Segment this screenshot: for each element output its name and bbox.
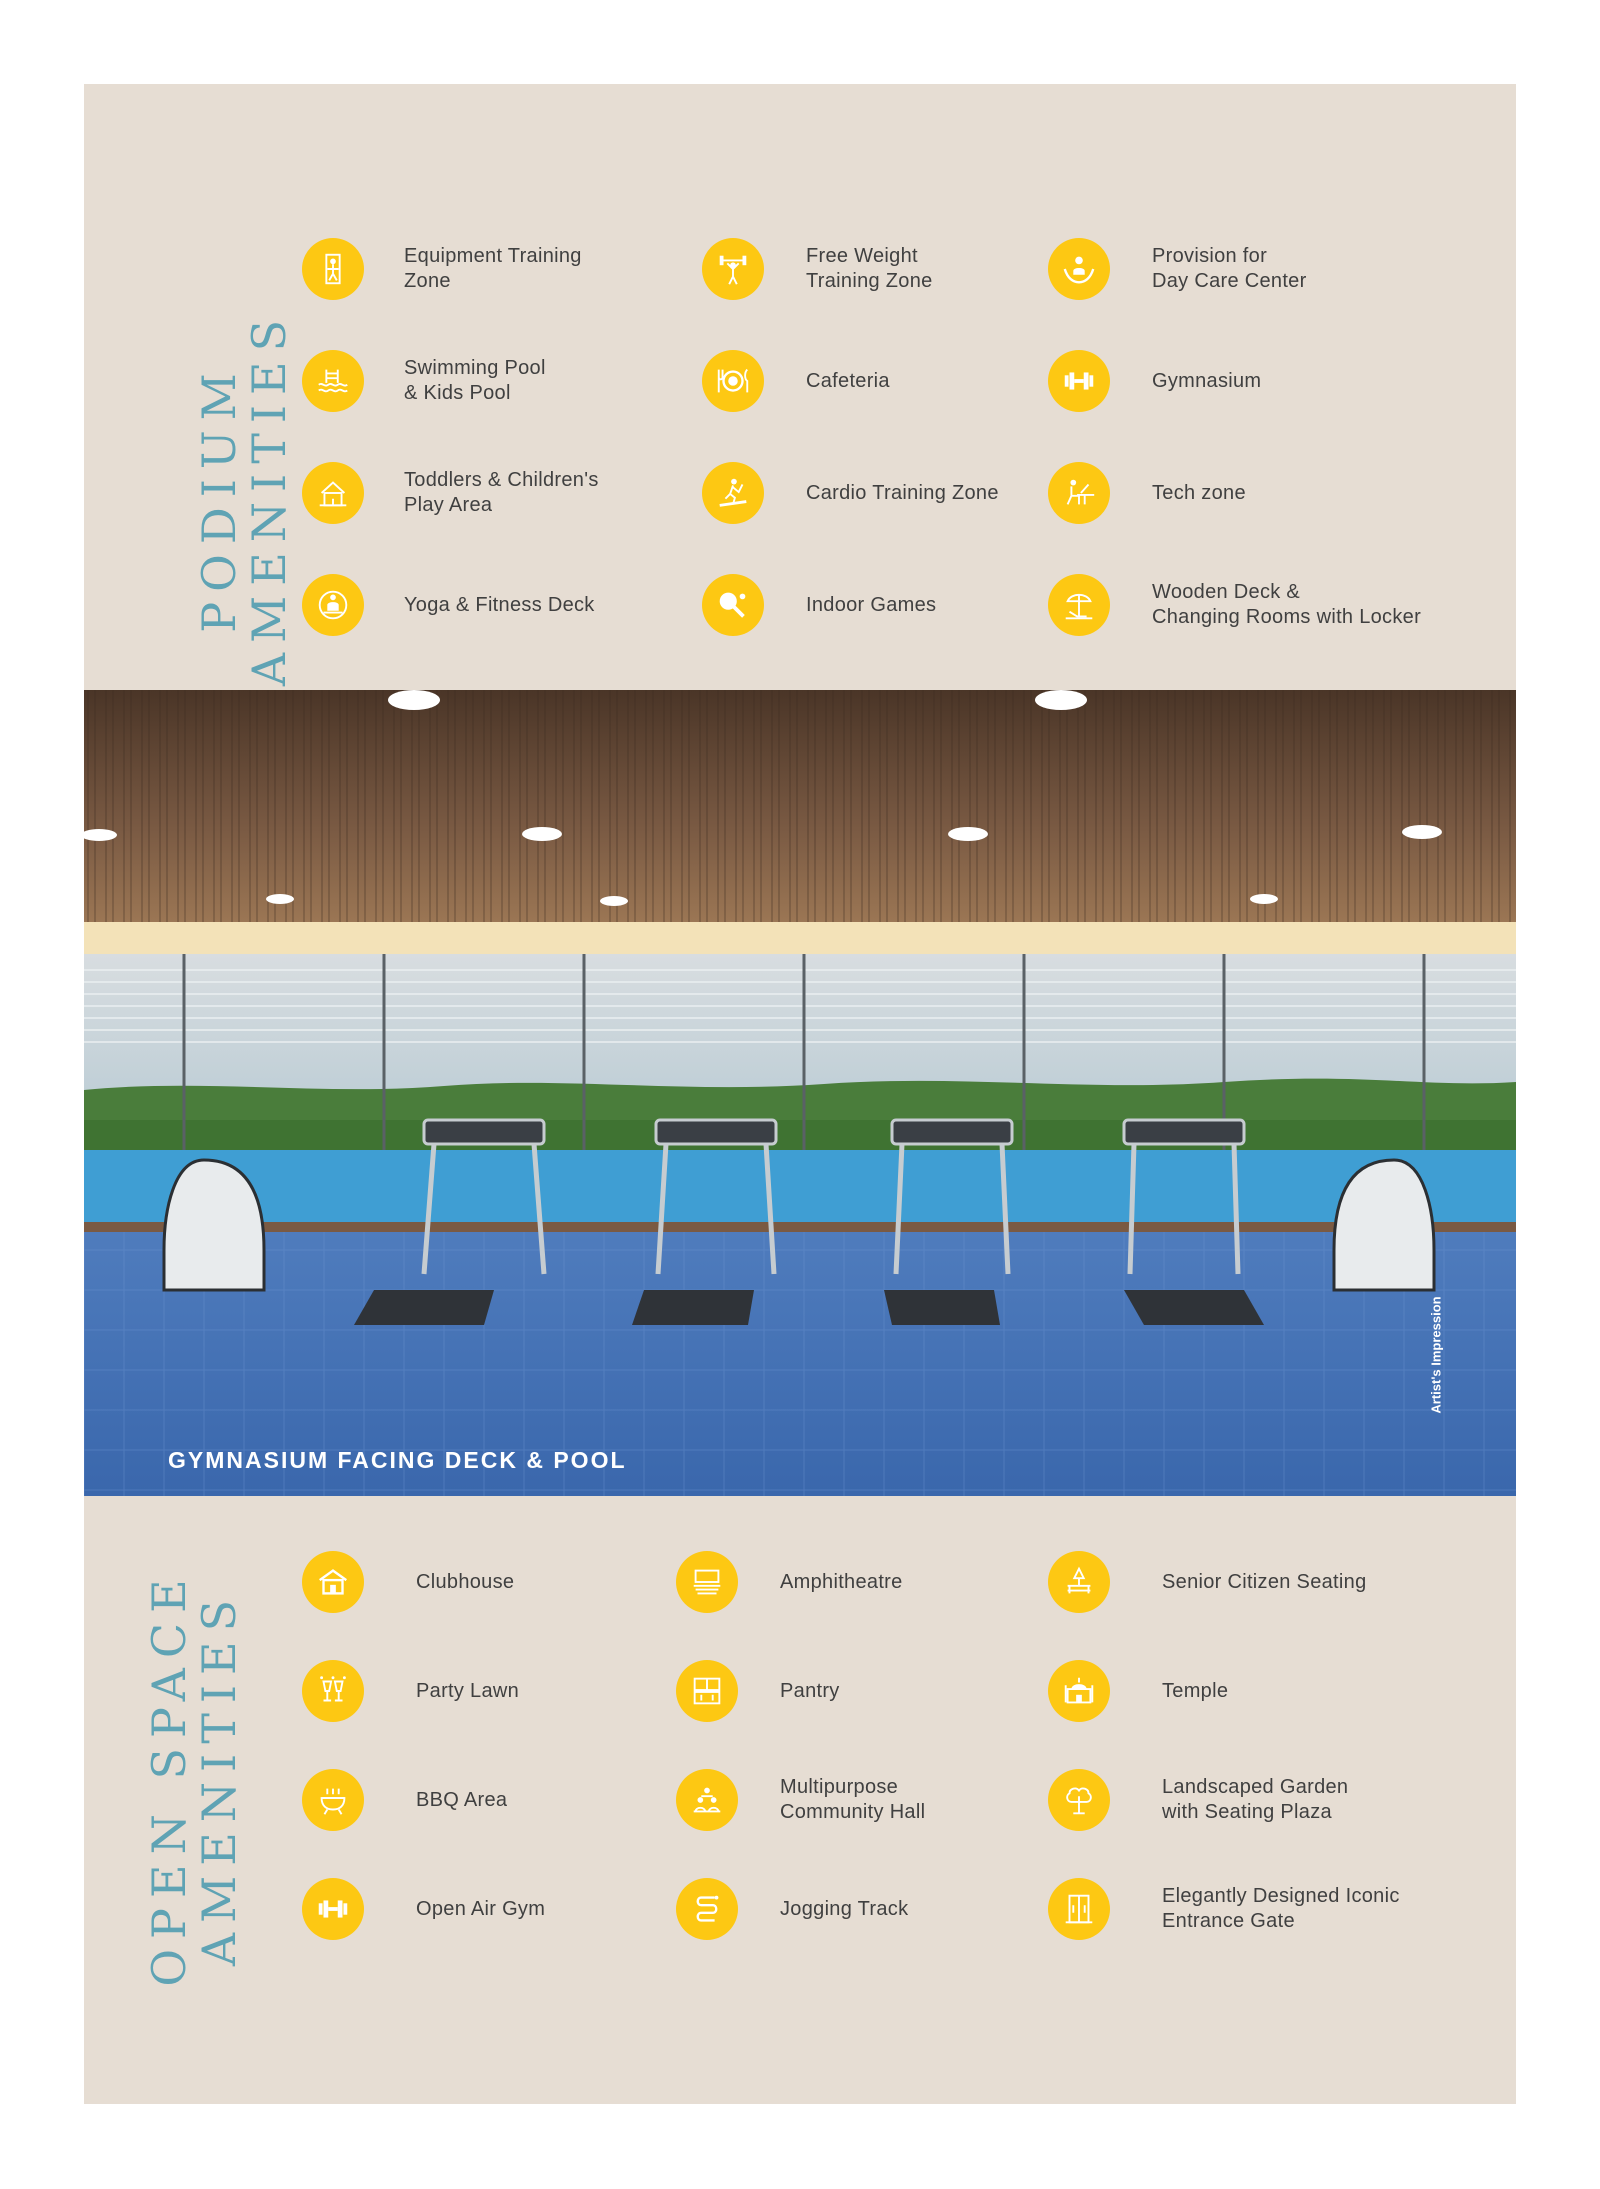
gate-icon: [1048, 1878, 1110, 1940]
podium-amenities-title: [192, 309, 296, 687]
open-item-label: Jogging Track: [780, 1897, 909, 1920]
open-item-bbq: [302, 1768, 676, 1832]
podium-item-cafeteria: [702, 349, 1048, 413]
open-item-label: Temple: [1162, 1679, 1229, 1702]
party-glasses-icon: [302, 1660, 364, 1722]
open-item-label: Amphitheatre: [780, 1570, 903, 1593]
track-icon: [676, 1878, 738, 1940]
amphitheatre-icon: [676, 1551, 738, 1613]
podium-item-label: Cafeteria: [806, 369, 890, 392]
podium-item-wooden-deck: [1048, 573, 1448, 637]
open-item-community-hall: [676, 1768, 1048, 1832]
open-item-senior-seating: [1048, 1550, 1448, 1614]
open-item-clubhouse: [302, 1550, 676, 1614]
open-space-amenities-title: [142, 1569, 246, 1987]
podium-item-label: Swimming Pool & Kids Pool: [404, 357, 546, 404]
dumbbell-icon: [1048, 350, 1110, 412]
podium-title-line1: PODIUM: [192, 363, 246, 633]
photo-caption: GYMNASIUM FACING DECK & POOL: [168, 1447, 627, 1473]
podium-item-daycare: [1048, 237, 1448, 301]
weight-icon: [702, 238, 764, 300]
laptop-desk-icon: [1048, 462, 1110, 524]
podium-title-line2: AMENITIES: [242, 309, 296, 687]
podium-item-free-weight: [702, 237, 1048, 301]
podium-item-label: Toddlers & Children's Play Area: [404, 469, 599, 516]
open-item-entrance-gate: [1048, 1877, 1448, 1941]
open-item-jogging-track: [676, 1877, 1048, 1941]
open-item-label: Pantry: [780, 1679, 840, 1702]
temple-icon: [1048, 1660, 1110, 1722]
podium-item-label: Cardio Training Zone: [806, 481, 999, 504]
deck-umbrella-icon: [1048, 574, 1110, 636]
yoga-icon: [302, 574, 364, 636]
podium-item-label: Wooden Deck & Changing Rooms with Locker: [1152, 581, 1422, 628]
podium-item-label: Equipment Training Zone: [404, 245, 582, 292]
open-item-label: Multipurpose Community Hall: [780, 1776, 926, 1823]
playhouse-icon: [302, 462, 364, 524]
plate-icon: [702, 350, 764, 412]
daycare-icon: [1048, 238, 1110, 300]
podium-item-label: Tech zone: [1152, 481, 1246, 504]
open-space-amenities-grid: [302, 1550, 1448, 1941]
dumbbell-icon: [302, 1878, 364, 1940]
podium-item-label: Indoor Games: [806, 593, 937, 616]
podium-item-label: Provision for Day Care Center: [1152, 245, 1307, 292]
open-item-amphitheatre: [676, 1550, 1048, 1614]
clubhouse-icon: [302, 1551, 364, 1613]
open-item-label: Elegantly Designed Iconic Entrance Gate: [1162, 1885, 1400, 1932]
podium-item-indoor-games: [702, 573, 1048, 637]
people-icon: [676, 1769, 738, 1831]
open-item-label: Open Air Gym: [416, 1897, 546, 1920]
open-item-open-air-gym: [302, 1877, 676, 1941]
podium-item-label: Free Weight Training Zone: [806, 245, 933, 292]
podium-item-gymnasium: [1048, 349, 1448, 413]
artists-impression-note: [1426, 1245, 1446, 1465]
open-item-label: Clubhouse: [416, 1570, 515, 1593]
podium-item-label: Gymnasium: [1152, 369, 1262, 392]
treadmill-icon: [702, 462, 764, 524]
open-item-label: Party Lawn: [416, 1679, 520, 1702]
open-item-landscaped-garden: [1048, 1768, 1448, 1832]
artists-impression-text: Artist's Impression: [1428, 1296, 1444, 1414]
table-tennis-icon: [702, 574, 764, 636]
podium-item-label: Yoga & Fitness Deck: [404, 593, 595, 616]
gymnasium-photo: [84, 690, 1516, 1496]
podium-amenities-grid: [302, 237, 1448, 637]
open-item-pantry: [676, 1659, 1048, 1723]
podium-item-cardio: [702, 461, 1048, 525]
equipment-icon: [302, 238, 364, 300]
pool-icon: [302, 350, 364, 412]
podium-item-equipment-training: [302, 237, 702, 301]
bench-icon: [1048, 1551, 1110, 1613]
open-item-temple: [1048, 1659, 1448, 1723]
open-item-label: Landscaped Garden with Seating Plaza: [1162, 1776, 1349, 1823]
podium-item-play-area: [302, 461, 702, 525]
pantry-icon: [676, 1660, 738, 1722]
open-item-label: Senior Citizen Seating: [1162, 1570, 1367, 1593]
podium-item-swimming-pool: [302, 349, 702, 413]
podium-item-tech-zone: [1048, 461, 1448, 525]
open-item-party-lawn: [302, 1659, 676, 1723]
open-space-title-line2: AMENITIES: [192, 1589, 246, 1967]
open-item-label: BBQ Area: [416, 1788, 508, 1811]
tree-icon: [1048, 1769, 1110, 1831]
podium-item-yoga: [302, 573, 702, 637]
open-space-title-line1: OPEN SPACE: [142, 1569, 196, 1987]
bbq-icon: [302, 1769, 364, 1831]
